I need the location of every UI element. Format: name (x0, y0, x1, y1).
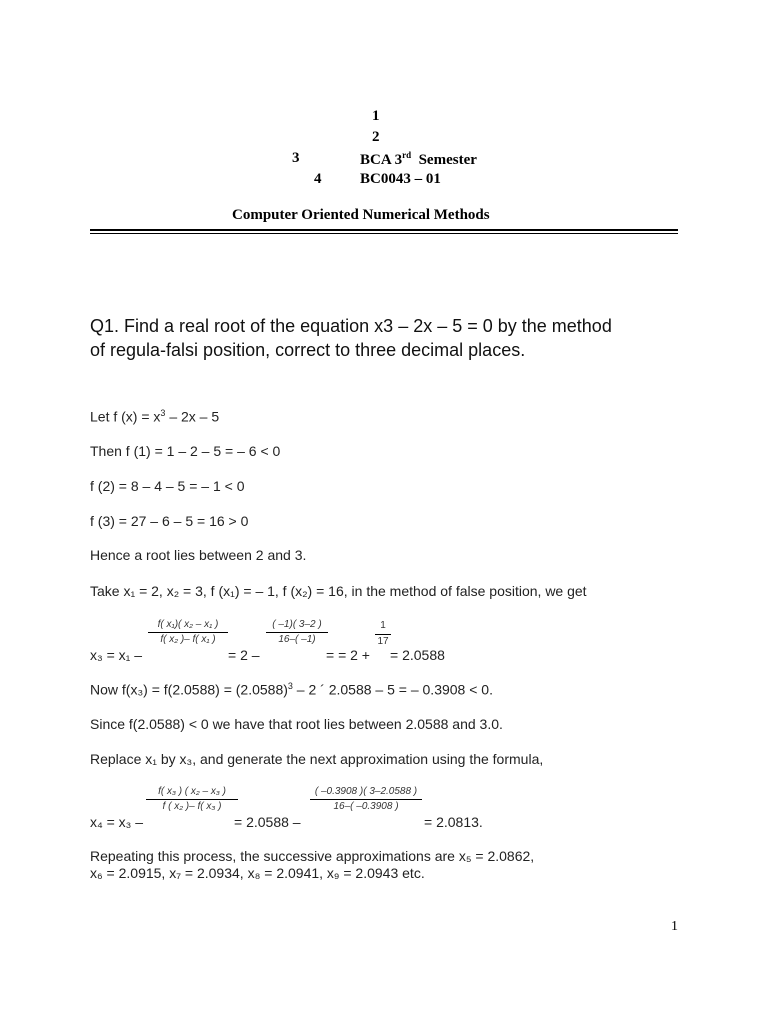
fraction-3-bar (375, 634, 391, 635)
header-semester-sup: rd (402, 150, 412, 160)
header-semester-rest: Semester (411, 152, 477, 168)
fraction-2-denominator: 16–( –1) (278, 634, 316, 645)
page-number: 1 (671, 919, 678, 934)
answer-approximations: x₆ = 2.0915, x₇ = 2.0934, x₈ = 2.0941, x₉ = 2.0943 etc. (90, 865, 425, 881)
header-line-2: 2 (372, 129, 380, 145)
answer-now-f-x3-pre: Now f(x₃) = f(2.0588) = (2.0588) (90, 681, 288, 698)
answer-x4-lhs: x₄ = x₃ – (90, 814, 144, 830)
answer-let-f (90, 408, 219, 425)
question-line-1: Q1. Find a real root of the equation x3 – 2x – 5 = 0 by the method (90, 316, 612, 336)
answer-take-values: Take x₁ = 2, x₂ = 3, f (x₁) = – 1, f (x₂) = 16, in the method of false position, we get (90, 583, 587, 599)
answer-f2: f (2) = 8 – 4 – 5 = – 1 < 0 (90, 478, 245, 494)
answer-now-f-x3-post: – 2 ´ 2.0588 – 5 = – 0.3908 < 0. (292, 681, 493, 698)
answer-x4-result: = 2.0813. (424, 814, 483, 830)
answer-let-f-sup: 3 (160, 408, 166, 418)
answer-replace: Replace x₁ by x₃, and generate the next approximation using the formula, (90, 751, 544, 767)
header-rule-thick (90, 229, 678, 231)
header-course-code: BC0043 – 01 (360, 171, 441, 187)
answer-now-f-x3 (90, 681, 493, 698)
fraction-1-numerator: f( x₁)( x₂ – x₁ ) (157, 619, 219, 630)
header-semester-text: BCA 3 (360, 152, 403, 168)
fraction-2-numerator: ( –1)( 3–2 ) (272, 619, 322, 630)
fraction-4-bar (146, 799, 238, 800)
header-line-1: 1 (372, 108, 380, 124)
answer-f3: f (3) = 27 – 6 – 5 = 16 > 0 (90, 513, 249, 529)
answer-x3-step2: = = 2 + (326, 647, 370, 663)
answer-root-interval: Hence a root lies between 2 and 3. (90, 547, 307, 563)
header-semester (360, 150, 477, 169)
fraction-4-numerator: f( x₃ ) ( x₂ – x₃ ) (158, 786, 226, 797)
answer-let-f-pre: Let f (x) = x (90, 408, 161, 425)
fraction-5-denominator: 16–( –0.3908 ) (333, 801, 399, 812)
answer-now-f-x3-sup: 3 (287, 681, 293, 691)
fraction-3-numerator: 1 (380, 620, 386, 631)
fraction-3-denominator: 17 (377, 636, 389, 647)
header-rule-thin (90, 233, 678, 234)
fraction-1-denominator: f( x₂ )– f( x₁ ) (160, 634, 216, 645)
fraction-4-denominator: f ( x₂ )– f( x₃ ) (162, 801, 222, 812)
fraction-1-bar (148, 632, 228, 633)
answer-x3-step1: = 2 – (228, 647, 260, 663)
fraction-5-numerator: ( –0.3908 )( 3–2.0588 ) (314, 786, 418, 797)
answer-since: Since f(2.0588) < 0 we have that root lies between 2.0588 and 3.0. (90, 716, 503, 732)
fraction-2-bar (266, 632, 328, 633)
fraction-5-bar (310, 799, 422, 800)
answer-let-f-post: – 2x – 5 (165, 408, 220, 425)
header-line-3-number: 3 (292, 150, 300, 166)
course-title: Computer Oriented Numerical Methods (232, 207, 490, 223)
question-line-2: of regula-falsi position, correct to three decimal places. (90, 340, 526, 360)
answer-repeating: Repeating this process, the successive approximations are x₅ = 2.0862, (90, 848, 535, 864)
answer-x3-lhs: x₃ = x₁ – (90, 647, 143, 663)
answer-x4-step1: = 2.0588 – (234, 814, 301, 830)
answer-f1: Then f (1) = 1 – 2 – 5 = – 6 < 0 (90, 443, 281, 459)
header-line-4-number: 4 (314, 171, 322, 187)
answer-x3-result: = 2.0588 (390, 647, 445, 663)
